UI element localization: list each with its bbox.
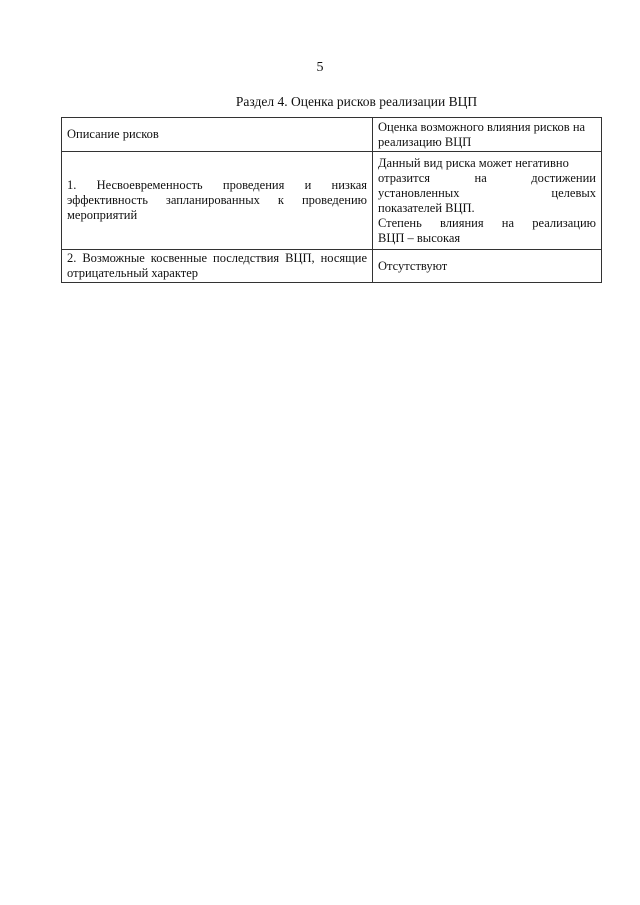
- impact-word: установленных: [378, 185, 460, 200]
- impact-line: показателей ВЦП.: [378, 200, 475, 215]
- header-risk-description: Описание рисков: [62, 118, 373, 152]
- table-row: [62, 250, 602, 283]
- header-risk-impact: Оценка возможного влияния рисков на реализацию ВЦП: [373, 118, 602, 152]
- impact-line: ВЦП – высокая: [378, 230, 461, 245]
- table-row: [62, 152, 602, 250]
- impact-word: достижении: [531, 170, 596, 185]
- impact-word: целевых: [551, 185, 596, 200]
- impact-line: [378, 171, 596, 186]
- risk-description-cell: 2. Возможные косвенные последствия ВЦП, носящие отрицательный характер: [62, 250, 373, 283]
- risk-impact-cell: [373, 152, 602, 250]
- impact-word: на: [474, 170, 487, 185]
- impact-line: Данный вид риска может негативно: [378, 155, 569, 170]
- page-number: 5: [316, 60, 324, 75]
- impact-line: [378, 186, 596, 201]
- section-title: Раздел 4. Оценка рисков реализации ВЦП: [235, 94, 478, 109]
- risk-impact-cell: Отсутствуют: [373, 250, 602, 283]
- impact-line: Степень влияния на реализацию: [378, 215, 596, 230]
- impact-word: отразится: [378, 170, 431, 185]
- table-header-row: [62, 118, 602, 152]
- risk-assessment-table: [61, 117, 602, 283]
- risk-description-cell: 1. Несвоевременность проведения и низкая эффективность запланированных к проведению мероприятий: [62, 152, 373, 250]
